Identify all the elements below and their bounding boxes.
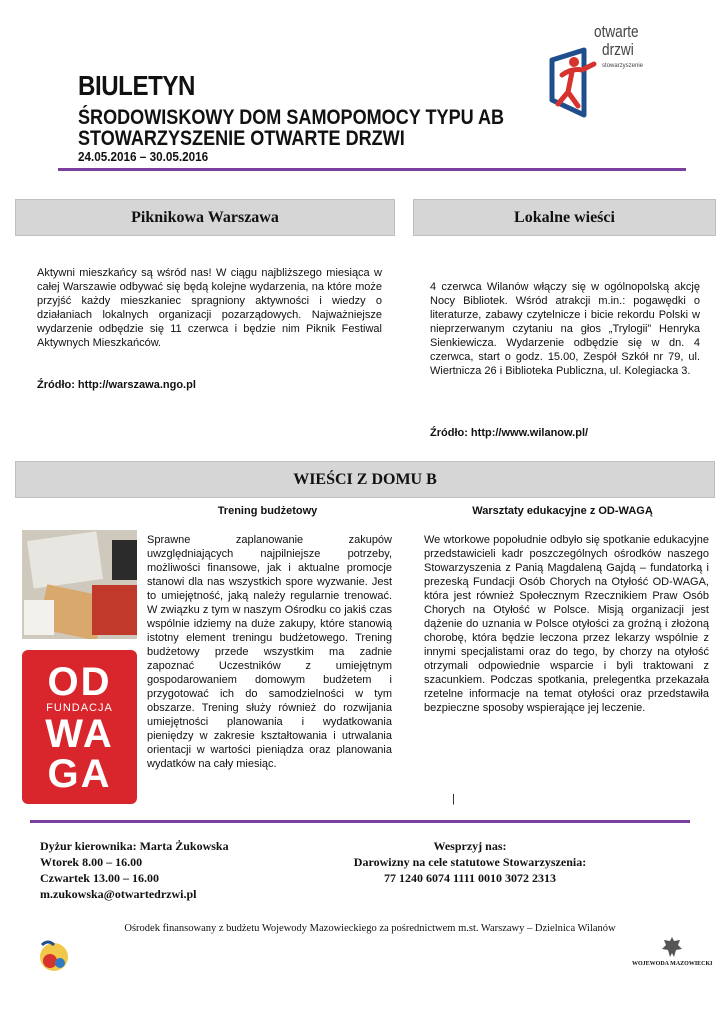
section-text-piknikowa: Aktywni mieszkańcy są wśród nas! W ciągu najbliższego miesiąca w całej Warszawie odbywać się będą kolejne wydarzenia, na które może przyjść każdy mieszkaniec spragniony aktywności i wiedzy o działaniach lokalnych organizacji pozarządowych. Najważniejsze wydarzenie odbędzie się 11 czerwca i będzie nim Piknik Festiwal Aktywnych Mieszkańców. xyxy=(37,267,382,349)
subtitle-association: STOWARZYSZENIE OTWARTE DRZWI xyxy=(78,127,405,150)
partner-logo-icon xyxy=(34,935,74,975)
budget-photo xyxy=(22,530,137,639)
section-heading-piknikowa: Piknikowa Warszawa xyxy=(15,199,395,236)
footer-contact xyxy=(40,838,340,902)
footer-donation-label: Darowizny na cele statutowe Stowarzyszenia: xyxy=(353,855,587,869)
footer-bank-account: 77 1240 6074 1111 0010 3072 2313 xyxy=(383,871,556,885)
footer-divider xyxy=(30,820,690,823)
odwaga-logo-od: OD xyxy=(47,660,112,704)
wojewoda-label: WOJEWODA MAZOWIECKI xyxy=(632,961,713,967)
footer-thursday-hours: Czwartek 13.00 – 16.00 xyxy=(40,871,159,885)
article-title-warsztaty: Warsztaty edukacyjne z OD-WAGĄ xyxy=(472,505,653,517)
text-cursor-mark: | xyxy=(452,793,455,805)
subtitle-organization: ŚRODOWISKOWY DOM SAMOPOMOCY TYPU AB xyxy=(78,106,505,129)
otwarte-drzwi-logo xyxy=(544,20,664,120)
article-text-warsztaty: We wtorkowe popołudnie odbyło się spotkanie edukacyjne przedstawicieli kadr poszczególnych ośrodków naszego Stowarzyszenia z Panią Magdaleną Gajdą – fundatorką i prezeską Fundacji Osób Chorych na Otyłość OD-WAGA, która jest również Społecznym Rzecznikiem Praw Osób Chorych na Otyłość w Polsce. Misją organizacji jest dążenie do uznania w Polsce otyłości za groźną i złożoną chorobę, która będzie leczona przez lekarzy wspólnie z innymi specjalistami oraz do tego, by chorzy na otyłość otrzymali odpowiednie wsparcie i byli traktowani z szacunkiem. Podczas spotkania, prelegentka przekazała rzetelne informacje na temat otyłości oraz przedstawiła bezpieczne sposoby wspierające jej leczenie. xyxy=(424,534,709,714)
footer-donations xyxy=(320,838,620,886)
logo-text-otwarte: otwarte xyxy=(594,22,639,41)
odwaga-logo-fundacja: FUNDACJA xyxy=(46,702,113,714)
odwaga-logo-ga: GA xyxy=(47,752,112,796)
section-text-lokalne: 4 czerwca Wilanów włączy się w ogólnopolską akcję Nocy Bibliotek. Wśród atrakcji m.in.: pogawędki o literaturze, zabawy czytelnicze i bicie rekordu Polski w nieprzerwanym czytaniu na głos „Trylogii” Henryka Sienkiewicza. Wydarzenie odbędzie się w dn. 4 czerwca, start o godz. 15.00, Zespół Szkół nr 79, ul. Wiertnicza 26 i Biblioteka Publiczna, ul. Kolegiacka 3. xyxy=(430,281,700,377)
footer-manager: Dyżur kierownika: Marta Żukowska xyxy=(40,839,229,853)
eagle-emblem-icon xyxy=(660,935,684,961)
small-partner-logo xyxy=(34,935,74,975)
logo-text-drzwi: drzwi xyxy=(602,40,634,59)
section-source-piknikowa: Źródło: http://warszawa.ngo.pl xyxy=(37,379,196,391)
footer-support-heading: Wesprzyj nas: xyxy=(433,839,507,853)
article-text-trening: Sprawne zaplanowanie zakupów uwzględniających najpilniejsze potrzeby, możliwości finansowe, jak i aktualne promocje stanowi dla nas wszystkich spore wyzwanie. Jest to umiejętność, jaką należy regularnie trenować. W związku z tym w naszym Ośrodku co jakiś czas wspólnie idziemy na duże zakupy, które stanowią istotny element treningu budżetowego. Trening budżetowy przede wszystkim ma zadnie zapoznać Uczestników z umiejętnym gospodarowaniem domowym budżetem i przygotować ich do samodzielności w tym obszarze. Trening służy również do rozwijania umiejętności planowania i wydatkowania pieniędzy w zakresie kształtowania i utrwalania orientacji w wartości pieniądza oraz planowania wydatków na cały miesiąc. xyxy=(147,534,392,770)
header-divider xyxy=(58,168,686,171)
financing-note: Ośrodek finansowany z budżetu Wojewody Mazowieckiego za pośrednictwem m.st. Warszawy – Dzielnica Wilanów xyxy=(124,923,616,934)
section-heading-lokalne: Lokalne wieści xyxy=(413,199,716,236)
date-range: 24.05.2016 – 30.05.2016 xyxy=(78,149,209,164)
footer-tuesday-hours: Wtorek 8.00 – 16.00 xyxy=(40,855,143,869)
odwaga-logo-wa: WA xyxy=(45,712,114,756)
logo-text-stowarzyszenie: stowarzyszenie xyxy=(602,63,644,69)
page-title: BIULETYN xyxy=(78,70,195,101)
article-title-trening: Trening budżetowy xyxy=(217,505,318,517)
odwaga-logo xyxy=(22,650,137,804)
footer-email-link[interactable]: m.zukowska@otwartedrzwi.pl xyxy=(40,887,197,901)
section-heading-wiesci: WIEŚCI Z DOMU B xyxy=(15,461,715,498)
section-source-lokalne: Źródło: http://www.wilanow.pl/ xyxy=(430,427,589,439)
